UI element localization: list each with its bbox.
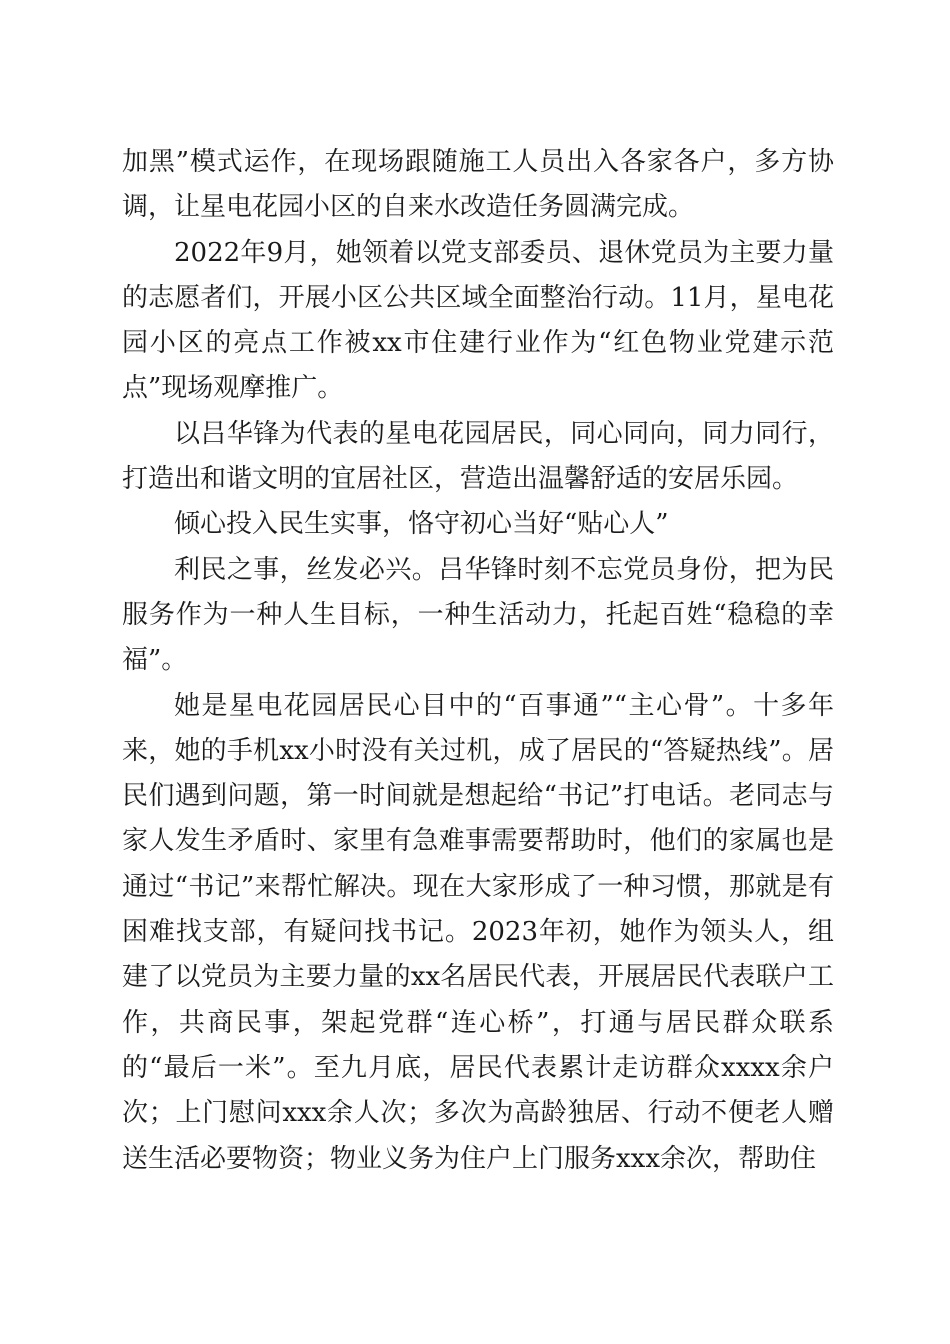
article-body [122,140,834,1182]
section-subheading: 倾心投入民生实事，恪守初心当好“贴心人” [174,509,669,540]
paragraph-2022-cleanup: 2022年9月，她领着以党支部委员、退休党员为主要力量的志愿者们，开展小区公共区域全面整治行动。11月，星电花园小区的亮点工作被xx市住建行业作为“红色物业党建示范点”现场观摩推广。 [122,237,834,404]
paragraph-residents-community: 以吕华锋为代表的星电花园居民，同心同向，同力同行，打造出和谐文明的宜居社区，营造出温馨舒适的安居乐园。 [122,418,834,495]
paragraph-hotline: 她是星电花园居民心目中的“百事通”“主心骨”。十多年来，她的手机xx小时没有关过机，成了居民的“答疑热线”。居民们遇到问题，第一时间就是想起给“书记”打电话。老同志与家人发生矛盾时、家里有急难事需要帮助时，他们的家属也是通过“书记”来帮忙解决。现在大家形成了一种习惯，那就是有困难找支部，有疑问找书记。2023年初，她作为领头人，组建了以党员为主要力量的xx名居民代表，开展居民代表联户工作，共商民事，架起党群“连心桥”，打通与居民群众联系的“最后一米”。至九月底，居民代表累计走访群众xxxx余户次；上门慰问xxx余人次；多次为高龄独居、行动不便老人赠送生活必要物资；物业义务为住户上门服务xxx余次，帮助住 [122,690,834,1174]
paragraph-serve-people: 利民之事，丝发必兴。吕华锋时刻不忘党员身份，把为民服务作为一种人生目标，一种生活动力，托起百姓“稳稳的幸福”。 [122,554,834,676]
paragraph-continuation: 加黑”模式运作，在现场跟随施工人员出入各家各户，多方协调，让星电花园小区的自来水改造任务圆满完成。 [122,147,834,223]
